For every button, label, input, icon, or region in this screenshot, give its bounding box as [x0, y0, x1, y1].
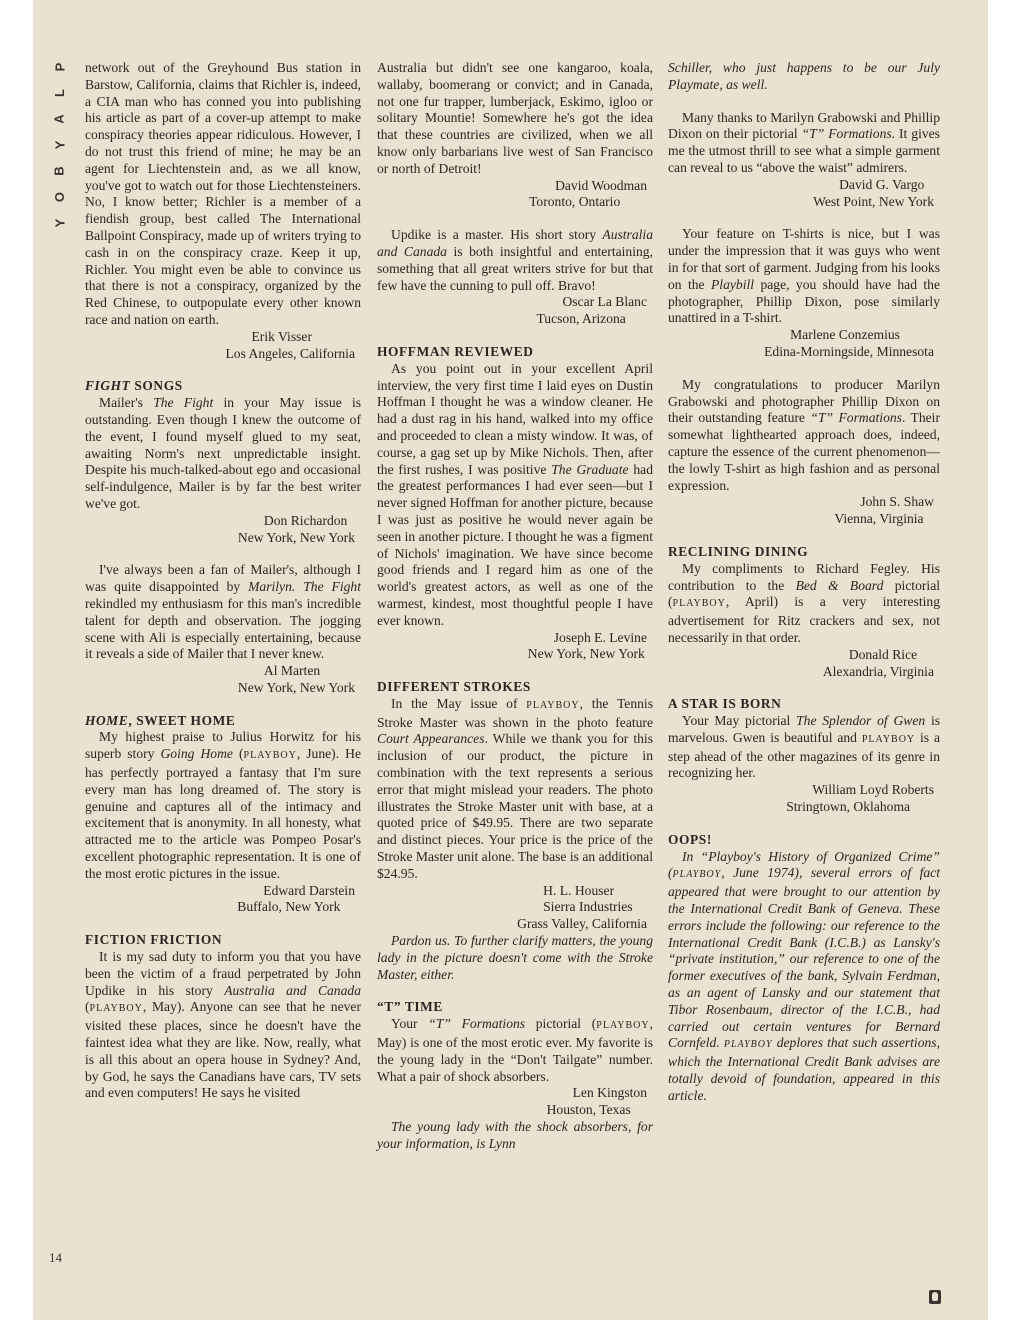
signature-location: New York, New York [237, 679, 355, 695]
letter-signature [668, 177, 940, 211]
signature-name: Edward Darstein [263, 882, 355, 898]
signature-name: Oscar La Blanc [562, 294, 647, 310]
signature-name: Don Richardon [263, 512, 348, 528]
column-1 [85, 60, 361, 1102]
signature-location: Edina-Morningside, Minnesota [764, 343, 934, 359]
magazine-page [33, 0, 988, 1320]
letter-paragraph: It is my sad duty to inform you that you have been the victim of a fraud perpetrated by John Updike in his story Australia and Canada (PLAYBOY, May). Anyone can see that he never visited these places, since he doesn't have the faintest idea what they are like. Now, really, what is all this about an opera house in Sydney? And, by God, he says the Canadians have cars, TV sets and even computers! He says he visited [85, 949, 361, 1101]
section-heading: HOME, SWEET HOME [85, 712, 236, 728]
letter-paragraph: In the May issue of PLAYBOY, the Tennis Stroke Master was shown in the photo feature Court Appearances. While we thank you for this inclusion of our product, the picture in combination with the text represents a serious error that might mislead your readers. The photo illustrates the Stroke Master unit with base, at a quoted price of $49.95. There are two separate and distinct pieces. Your price is the price of the Stroke Master unit alone. The base is an additional $24.95. [377, 695, 653, 881]
letter-paragraph: Your feature on T-shirts is nice, but I was under the impression that it was guys who went in for that sort of garment. Judging from his looks on the Playbill page, you should have had the photographer, Phillip Dixon, pose similarly unattired in a T-shirt. [668, 226, 941, 326]
signature-location: Tucson, Arizona [536, 311, 626, 327]
editor-reply: The young lady with the shock absorbers, for your information, is Lynn [377, 1119, 653, 1151]
signature-name: Donald Rice [848, 646, 918, 662]
spine-letter: B [51, 166, 67, 176]
signature-name: Joseph E. Levine [553, 629, 647, 645]
signature-location: Stringtown, Oklahoma [786, 799, 911, 815]
column-3 [668, 60, 940, 1105]
section-heading: FICTION FRICTION [85, 932, 223, 948]
letter-signature [668, 782, 940, 816]
letter-paragraph: Your May pictorial The Splendor of Gwen is marvelous. Gwen is beautiful and PLAYBOY is a step ahead of the other magazines of its genre in recognizing her. [668, 713, 941, 781]
section-heading: DIFFERENT STROKES [377, 679, 531, 695]
page-number: 14 [49, 1250, 62, 1265]
signature-location: Los Angeles, California [225, 345, 355, 361]
letter-paragraph: I've always been a fan of Mailer's, although I was quite disappointed by Marilyn. The Fight rekindled my enthusiasm for this man's incredible talent for depth and observation. The jogging scene with Ali is especially entertaining, because it reveals a side of Mailer that I never knew. [85, 562, 361, 662]
letter-paragraph: My compliments to Richard Fegley. His contribution to the Bed & Board pictorial (PLAYBOY, April) is a very interesting advertisement for Ritz crackers and sex, not necessarily in that order. [668, 560, 940, 645]
section-heading: OOPS! [668, 831, 712, 847]
signature-location: Alexandria, Virginia [822, 663, 934, 679]
letter-signature [377, 178, 653, 212]
signature-location: Toronto, Ontario [529, 194, 621, 210]
editor-reply: Schiller, who just happens to be our July Playmate, as well. [668, 60, 940, 92]
section-heading: HOFFMAN REVIEWED [377, 343, 534, 359]
editor-reply: Pardon us. To further clarify matters, the young lady in the picture doesn't come with the Stroke Master, either. [377, 933, 653, 982]
letter-paragraph: My congratulations to producer Marilyn Grabowski and photographer Phillip Dixon on their outstanding feature “T” Formations. Their somewhat lighthearted approach does, indeed, capture the essence of the current phenomenon—the lowly T-shirt as high fashion and as personal expression. [668, 376, 940, 493]
letter-signature [85, 663, 361, 697]
letter-signature [377, 294, 653, 328]
letter-paragraph: network out of the Greyhound Bus station in Barstow, California, claims that Richler is, indeed, a CIA man who has conned you into publishing his article as part of a cover-up attempt to make conspiracy theories appear ridiculous. However, I do not trust this friend of mine; he may be an agent for Liechtenstein and, as we all know, you've got to watch out for those Liechtensteiners. No, I know better; Richler is a member of a fiendish group, best called The International Ballpoint Conspiracy, made up of writers trying to cash in on the conspiracy craze. Keep it up, Richler. You might even be able to convince us that there is not a conspiracy, organized by the Red Chinese, to outpopulate every other known race and nation on earth. [85, 60, 361, 327]
signature-name: Marlene Conzemius [790, 327, 900, 343]
letter-paragraph: My highest praise to Julius Horwitz for his superb story Going Home (PLAYBOY, June). He has perfectly portrayed a fantasy that I'm sure every man has long dreamed of. The story is genuine and captures all of the intimacy and excitement that is anonymity. In all honesty, what attracted me to the article was Pompeo Posar's excellent photographic representation. It is one of the most erotic pictures in the issue. [85, 729, 361, 881]
signature-name: Al Marten [263, 663, 321, 679]
signature-name: Len Kingston [572, 1085, 647, 1101]
letter-signature [377, 630, 653, 664]
letter-signature [668, 494, 940, 528]
spine-letter: L [51, 89, 67, 97]
spine-letter: O [52, 191, 67, 203]
signature-company: Sierra Industries [543, 899, 633, 915]
section-heading: “T” TIME [377, 999, 443, 1015]
signature-name: H. L. Houser [543, 882, 615, 898]
letter-signature [668, 647, 940, 681]
spine-letter: A [51, 114, 67, 124]
signature-location: West Point, New York [813, 193, 934, 209]
signature-name: David Woodman [555, 177, 647, 193]
section-heading: FIGHT SONGS [85, 378, 183, 394]
signature-name: Erik Visser [251, 328, 312, 344]
letter-signature [377, 1085, 653, 1119]
signature-name: John S. Shaw [860, 494, 934, 510]
signature-location: Buffalo, New York [237, 899, 341, 915]
spine-letter: Y [51, 218, 67, 228]
letter-signature [668, 327, 940, 361]
signature-location: New York, New York [237, 529, 355, 545]
signature-location: Vienna, Virginia [834, 511, 924, 527]
letter-signature [85, 883, 361, 917]
spine-letter: Y [51, 140, 67, 150]
letter-paragraph: As you point out in your excellent April interview, the very first time I laid eyes on Dustin Hoffman I thought he was a window cleaner. He had a dust rag in his hand, walked into my office and proceeded to clean a misty window. It was, of course, a gag set up by Mike Nichols. Then, after the first rushes, I was positive The Graduate had the greatest performances I had ever seen—but I never signed Hoffman for another picture, because I was just as positive he would never again be seen in another picture. I thought he was a figment of Nichols' imagination. We have since become good friends and I regard him as one of the world's greatest actors, as well as one of the warmest, kindest, most thoughtful people I have ever known. [377, 360, 653, 628]
column-2 [377, 60, 653, 1153]
editor-note: In “Playboy's History of Organized Crime” (PLAYBOY, June 1974), several errors of fact appeared that were brought to our attention by the International Credit Bank of Geneva. These errors include the following: our reference to the International Credit Bank (I.C.B.) as Lansky's “private institution,” our reference to one of the former executives of the bank, Sylvain Ferdman, as an agent of Lansky and our statement that Tibor Rosenbaum, director of the I.C.B., had carried out certain ventures for Bernard Cornfeld. PLAYBOY deplores that such assertions, which the International Credit Bank advises are totally devoid of foundation, appeared in this article. [668, 848, 940, 1103]
section-heading: RECLINING DINING [668, 543, 809, 559]
letter-paragraph: Australia but didn't see one kangaroo, koala, wallaby, boomerang or convict; and in Canada, not one fur trapper, lumberjack, Eskimo, igloo or solitary Mountie! Somewhere he's got the idea that these countries are civilized, when we all know only barbarians live west of San Francisco or north of Detroit! [377, 60, 653, 176]
letter-paragraph: Your “T” Formations pictorial (PLAYBOY, May) is one of the most erotic ever. My favorite is the young lady in the “Don't Tailgate” number. What a pair of shock absorbers. [377, 1016, 653, 1084]
letter-paragraph: Updike is a master. His short story Australia and Canada is both insightful and entertaining, something that all great writers strive for but that few have the cunning to pull off. Bravo! [377, 227, 653, 293]
section-heading: A STAR IS BORN [668, 696, 782, 712]
signature-name: William Loyd Roberts [812, 782, 934, 798]
letter-paragraph: Mailer's The Fight in your May issue is outstanding. Even though I knew the outcome of the event, I found myself glued to my seat, awaiting Norm's next unpredictable insight. Despite his much-talked-about ego and occasional self-indulgence, Mailer is by far the best writer we've got. [85, 395, 362, 511]
spine-logo [49, 58, 71, 228]
signature-location: Houston, Texas [546, 1102, 631, 1118]
letter-paragraph: Many thanks to Marilyn Grabowski and Phillip Dixon on their pictorial “T” Formations. It gives me the utmost thrill to see what a simple garment can reveal to us “above the waist” admirers. [668, 109, 940, 175]
signature-location: New York, New York [527, 646, 645, 662]
letter-signature [85, 513, 361, 547]
spine-letter: P [51, 62, 67, 72]
letter-signature [85, 329, 361, 363]
rabbit-head-icon [929, 1290, 941, 1304]
letter-signature [377, 883, 653, 933]
signature-name: David G. Vargo [839, 176, 925, 192]
signature-location: Grass Valley, California [517, 916, 647, 932]
